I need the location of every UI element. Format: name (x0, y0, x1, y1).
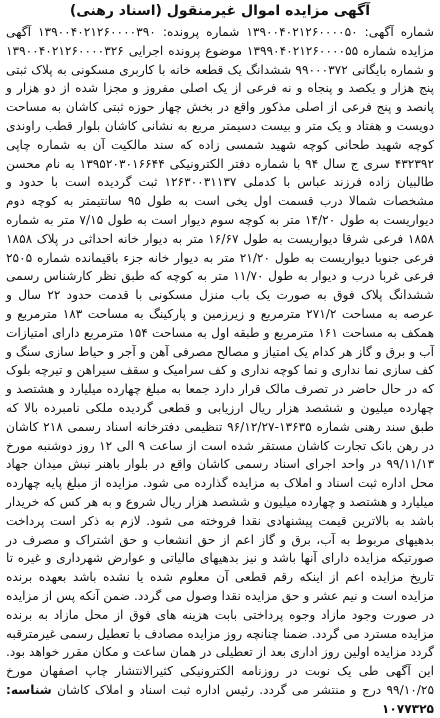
notice-id-label: شناسه: (6, 682, 52, 697)
notice-body-text: شماره آگهی: ۱۳۹۰۰۴۰۲۱۲۶۰۰۰۰۵۰ شماره پرونده: ۱۳۹۰۰۴۰۲۱۲۶۰۰۰۰۳۹۰ آگهی مزایده شماره ۱۳۹۹۰۴۰۲۱۲۶۰۰۰۰۵۵ موضوع پرونده اجرایی ۱۳۹۰۰۴۰۲۱۲۶۰۰۰۰۳۲۶ و شماره بایگانی ۹۹۰۰۰۳۷۲ ششدانگ یک قطعه خانه با کاربری مسکونی به پلاک ثبتی پنج هزار و یکصد و پنجاه و نه فرعی از یک اصلی مفروز و مجزا شده از دو هزار و پانصد و پنج فرعی از اصلی مذکور واقع در بخش چهار حوزه ثبتی کاشان به مساحت دویست و هفتاد و یک متر و بیست دسیمتر مربع به نشانی کاشان بلوار قطب راوندی کوچه شهید طحانی کوچه شهید شمسی زاده که سند مالکیت آن به شماره چاپی ۴۳۲۳۹۲ سری ج سال ۹۴ با شماره دفتر الکترونیکی ۱۳۹۵۲۰۳۰۱۶۶۴۴ به نام محسن طالبیان زاده فرزند عباس با کدملی ۱۲۶۳۰۰۳۱۱۳۷ ثبت گردیده است با حدود و مشخصات شمالا درب قسمت اول یخی است به طول ۹۵ سانتیمتر به کوچه دوم دیواریست به طول ۱۴/۲۰ متر به کوچه سوم دیوار است به طول ۷/۱۵ متر به شماره ۱۸۵۸ فرعی شرقا دیواریست به طول ۱۶/۶۷ متر به دیوار خانه احداثی در پلاک ۱۸۵۸ فرعی جنوبا دیواریست به طول ۲۱/۲۰ متر به دیوار خانه جزء باقیمانده شماره ۲۵۰۵ فرعی غربا درب و دیوار به طول ۱۱/۷۰ متر به کوچه که طبق نظر کارشناس رسمی ششدانگ پلاک فوق به صورت یک باب منزل مسکونی با قدمت حدود ۲۲ سال و عرصه به مساحت ۲۷۱/۲ مترمربع و زیرزمین و پارکینگ به مساحت ۱۸۳ مترمربع و همکف به مساحت ۱۶۱ مترمربع و طبقه اول به مساحت ۱۵۴ مترمربع دارای امتیازات آب و برق و گاز هر کدام یک امتیاز و مصالح مصرفی آهن و آجر و حیاط سازی سنگ و کف سازی نما نداری و نما کوچه نداری و کف سرامیک و سقف سیراهن و تیرچه بلوک که در حال حاضر در تصرف مالک قرار دارد جمعا به مبلغ چهارده میلیارد و هشتصد و چهارده میلیون و ششصد هزار ریال ارزیابی و قطعی گردیده ملکی نامبرده بالا که طبق سند رهنی شماره ۱۳۶۳۵-۹۶/۱۲/۲۷ تنظیمی دفترخانه اسناد رسمی ۲۱۸ کاشان در رهن بانک تجارت کاشان مستقر شده است از ساعت ۹ الی ۱۲ روز دوشنبه مورخ ۹۹/۱۱/۱۳ در واحد اجرای اسناد رسمی کاشان واقع در بلوار باهنر نبش میدان جهاد محل اداره ثبت اسناد و املاک به مزایده گذارده می شود. مزایده از مبلغ پایه چهارده میلیارد و هشتصد و چهارده میلیون و ششصد هزار ریال شروع و به هر کس که خریدار باشد به بالاترین قیمت پیشنهادی نقدا فروخته می شود. لازم به ذکر است پرداخت بدهیهای مربوط به آب، برق و گاز اعم از حق انشعاب و حق اشتراک و مصرف در صورتیکه مزایده دارای آنها باشد و نیز بدهیهای مالیاتی و عوارض شهرداری و غیره تا تاریخ مزایده اعم از اینکه رقم قطعی آن معلوم شده یا نشده باشد بعهده برنده مزایده است و نیم عشر و حق مزایده نقدا وصول می گردد. ضمن آنکه پس از مزایده در صورت وجود مازاد وجوه پرداختی بابت هزینه های فوق از محل مازاد به برنده مزایده مسترد می گردد. ضمنا چنانچه روز مزایده مصادف با تعطیل رسمی غیرمترقبه گردد مزایده اولین روز اداری بعد از تعطیلی در همان ساعت و مکان مقرر خواهد بود. این آگهی طی یک نوبت در روزنامه الکترونیکی کثیرالانتشار چاپ اصفهان مورخ ۹۹/۱۰/۲۵ درج و منتشر می گردد. رئیس اداره ثبت اسناد و املاک کاشان (6, 25, 434, 697)
notice-title: آگهی مزایده اموال غیرمنقول (اسناد رهنی) (69, 3, 371, 19)
notice-body (6, 23, 434, 718)
notice-id-value: ۱۰۷۷۳۲۵ (381, 701, 434, 716)
